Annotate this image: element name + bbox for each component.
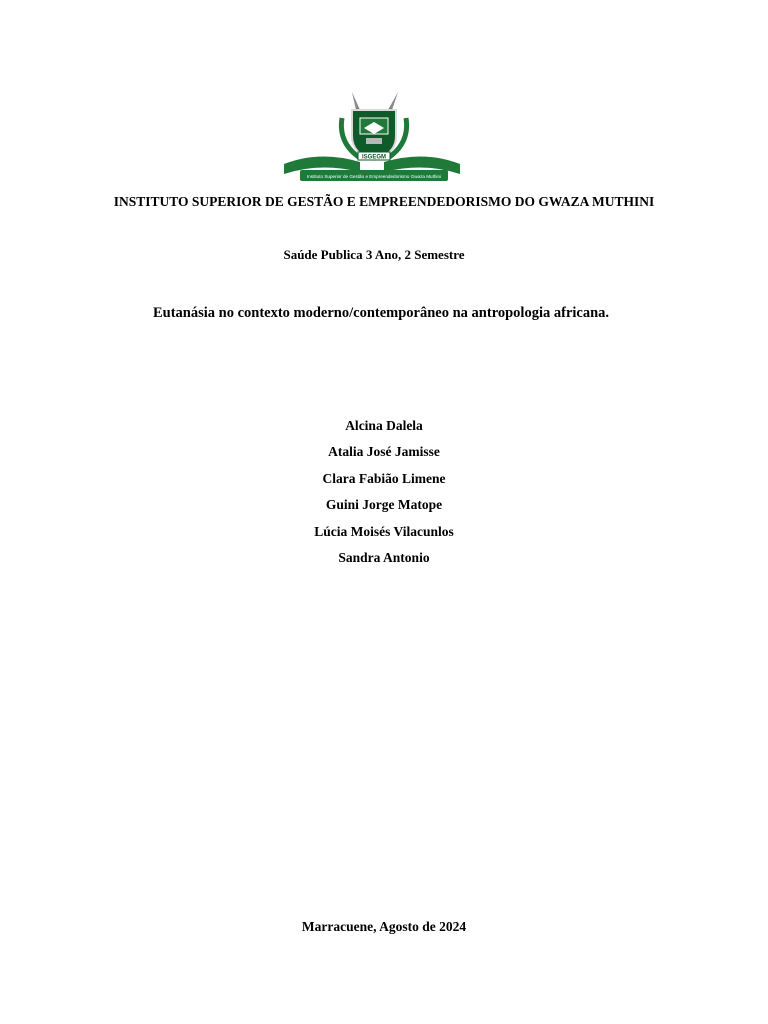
institution-logo — [280, 88, 464, 184]
document-title: Eutanásia no contexto moderno/contemporâneo na antropologia africana. — [152, 305, 610, 321]
author-name: Lúcia Moisés Vilacunlos — [314, 523, 454, 539]
author-name: Alcina Dalela — [345, 418, 423, 433]
author-name: Sandra Antonio — [338, 549, 430, 565]
logo-acronym: ISGEGM — [361, 154, 387, 161]
author-name: Clara Fabião Limene — [322, 470, 446, 486]
author-list — [0, 418, 768, 576]
author-name: Atalia José Jamisse — [328, 444, 440, 460]
place-and-date: Marracuene, Agosto de 2024 — [301, 919, 467, 934]
logo-banner-text: Instituto Superior de Gestão e Empreendedorismo Gwaza Muthini — [306, 174, 442, 179]
course-info: Saúde Publica 3 Ano, 2 Semestre — [283, 247, 465, 262]
author-name: Guini Jorge Matope — [325, 497, 443, 513]
institution-name: INSTITUTO SUPERIOR DE GESTÃO E EMPREENDEDORISMO DO GWAZA MUTHINI — [113, 194, 655, 209]
